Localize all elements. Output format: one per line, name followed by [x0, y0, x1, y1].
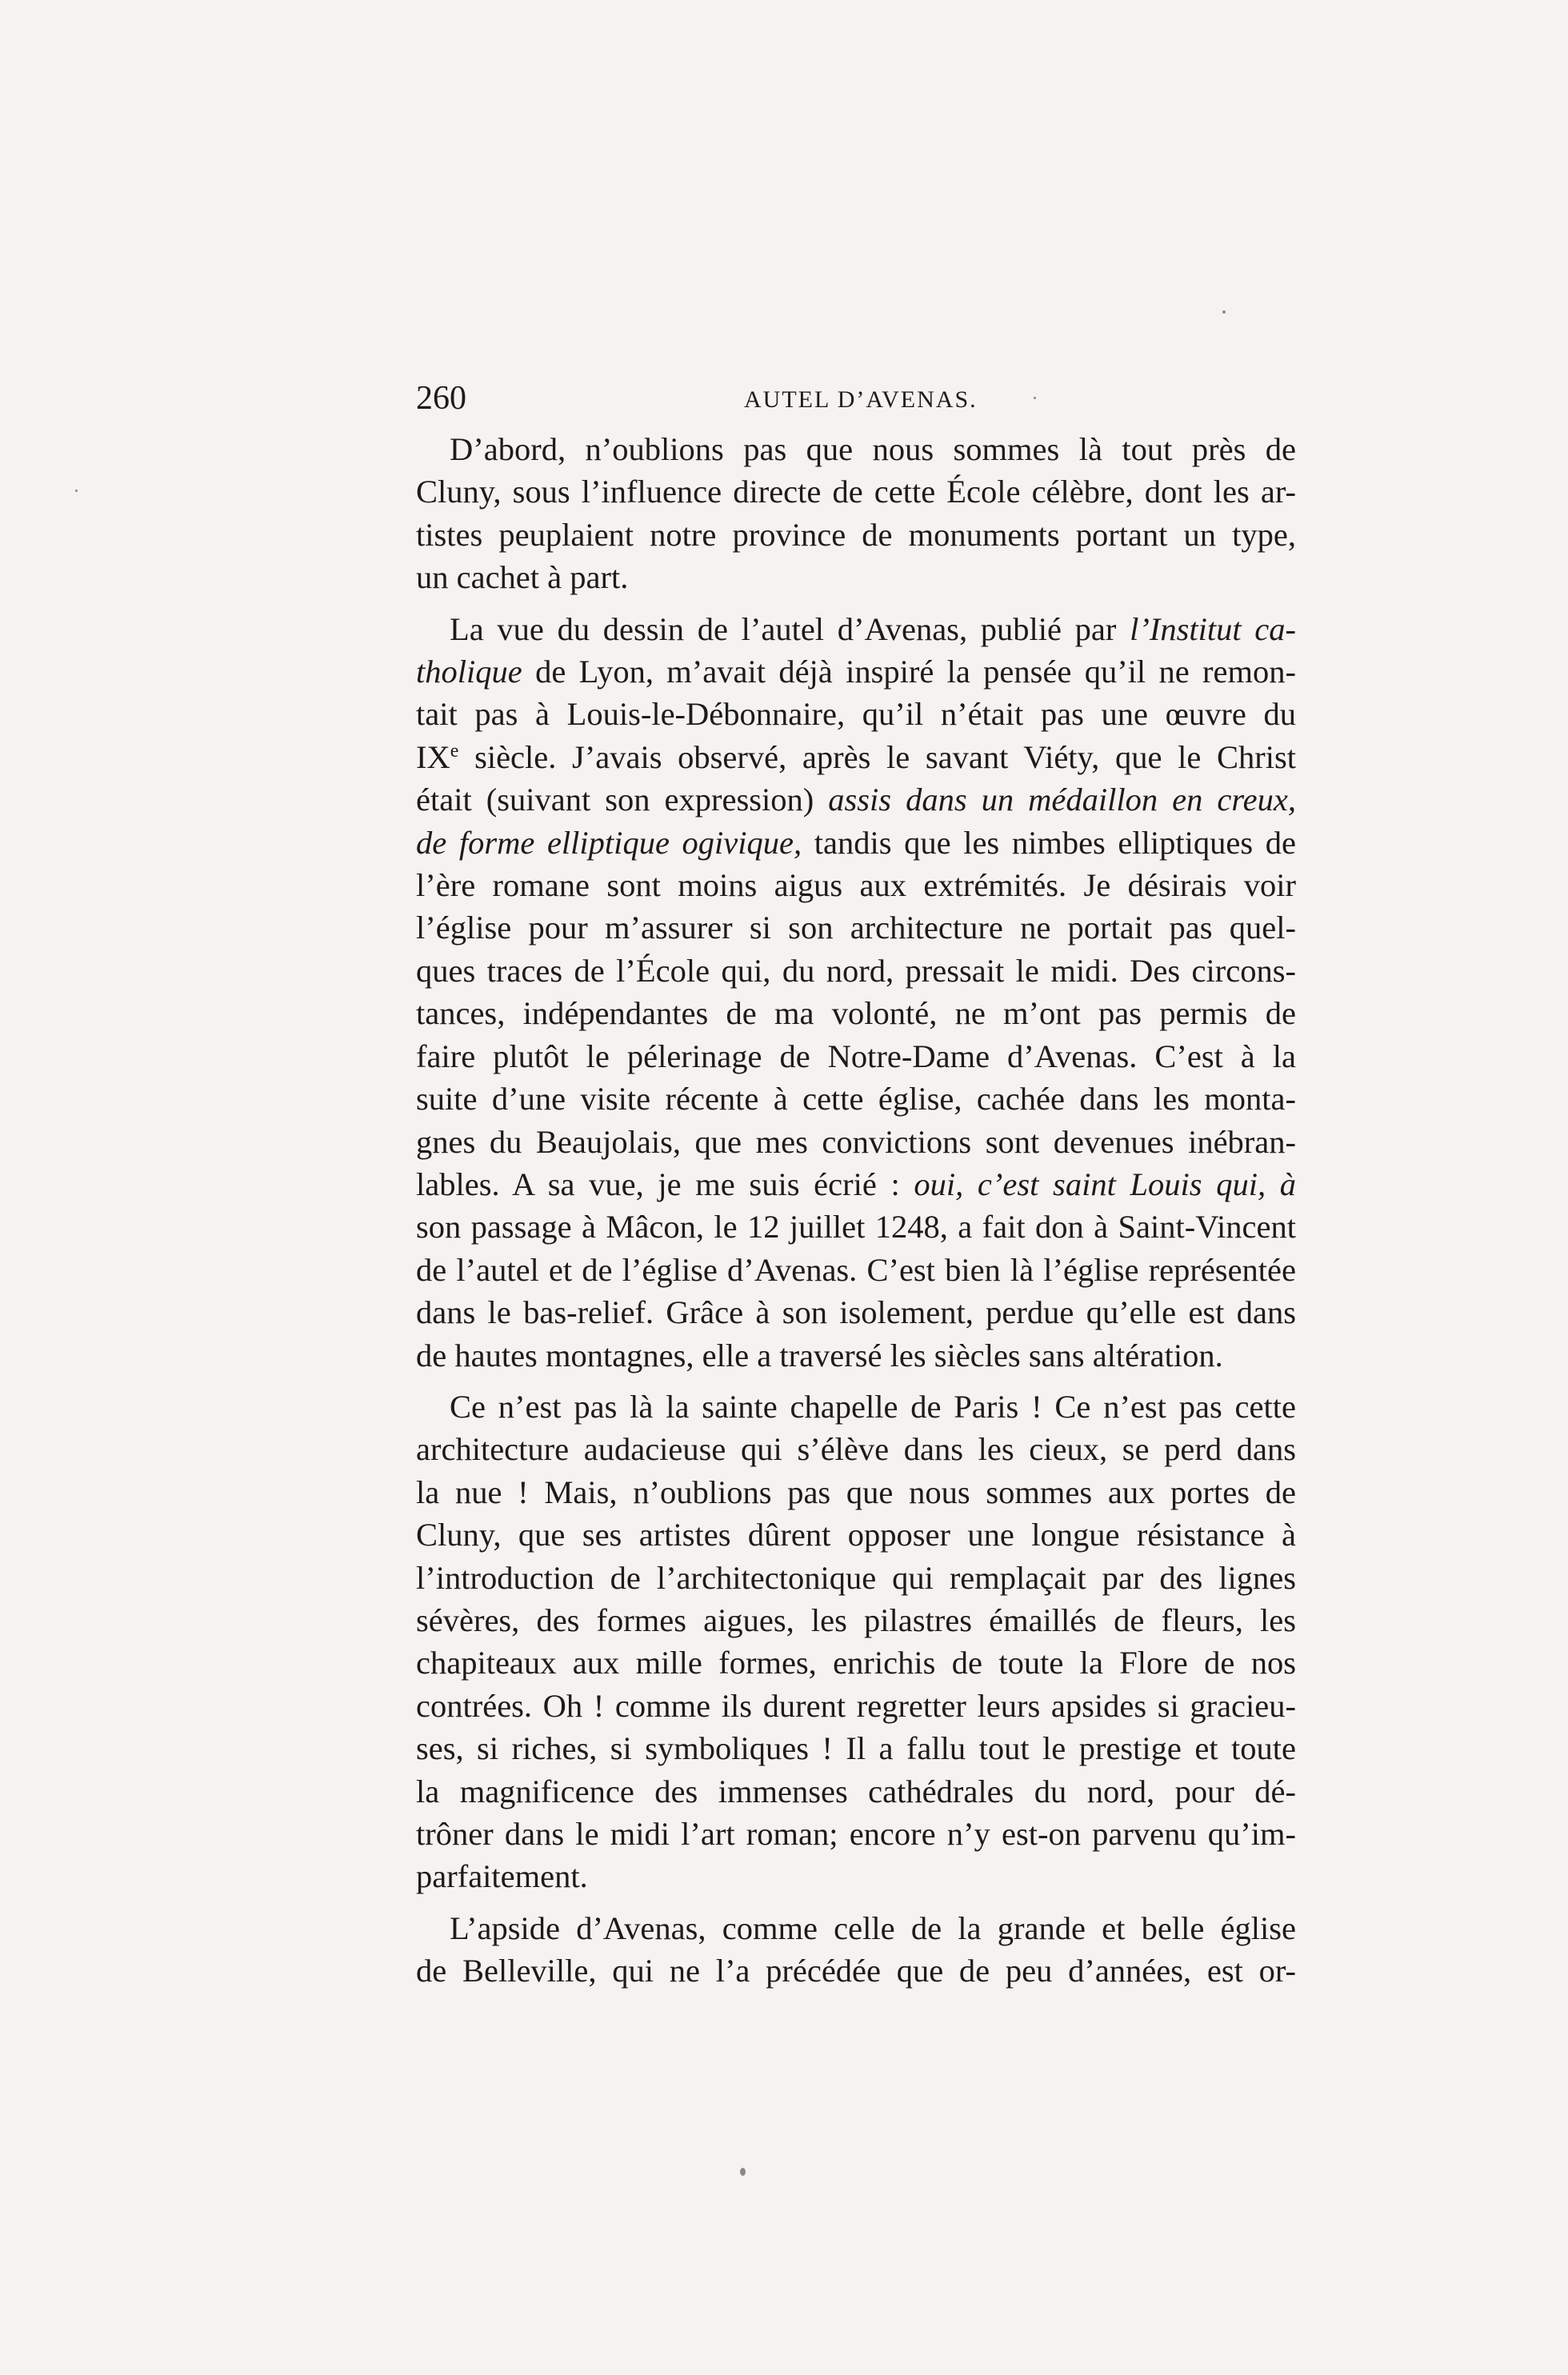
text-line: tistes peuplaient notre province de monuments portant un type,	[416, 516, 1296, 553]
text-run: siècle. J’avais observé, après le savant Viéty, que le Christ	[474, 738, 1296, 775]
text-line: D’abord, n’oublions pas que nous sommes là tout près de	[450, 431, 1296, 467]
text-line: sévères, des formes aigues, les pilastres émaillés de fleurs, les	[416, 1601, 1296, 1638]
text-run: était (suivant son expression)	[416, 782, 814, 818]
text-line: la nue ! Mais, n’oublions pas que nous sommes aux portes de	[416, 1473, 1296, 1510]
text-line: dans le bas-relief. Grâce à son isolement, perdue qu’elle est dans	[416, 1294, 1296, 1331]
text-run: de Lyon, m’avait déjà inspiré la pensée qu’il ne remon-	[535, 654, 1296, 690]
italic-run: assis dans un médaillon en creux,	[828, 782, 1296, 818]
superscript: e	[450, 740, 459, 762]
text-line	[416, 736, 1296, 778]
italic-run: oui, c’est saint Louis qui, à	[914, 1166, 1296, 1202]
text-line: parfaitement.	[416, 1858, 588, 1895]
text-line: chapiteaux aux mille formes, enrichis de toute la Flore de nos	[416, 1645, 1296, 1681]
text-line: la magnificence des immenses cathédrales du nord, pour dé-	[416, 1773, 1296, 1809]
text-line: Cluny, que ses artistes dûrent opposer une longue résistance à	[416, 1517, 1296, 1553]
text-run: tandis que les nimbes elliptiques de	[814, 824, 1296, 861]
ink-speck	[1034, 397, 1036, 399]
page-number: 260	[416, 380, 466, 417]
ink-speck	[740, 2168, 746, 2176]
text-line	[416, 778, 1296, 821]
text-line: suite d’une visite récente à cette église, cachée dans les monta-	[416, 1081, 1296, 1118]
text-line: de l’autel et de l’église d’Avenas. C’est bien là l’église représentée	[416, 1251, 1296, 1288]
text-line	[416, 608, 1296, 650]
text-line: de hautes montagnes, elle a traversé les siècles sans altération.	[416, 1337, 1223, 1373]
paragraph-1	[416, 428, 1296, 599]
text-line: faire plutôt le pélerinage de Notre-Dame d’Avenas. C’est à la	[416, 1038, 1296, 1074]
text-line: l’introduction de l’architectonique qui remplaçait par des lignes	[416, 1559, 1296, 1596]
text-line: ques traces de l’École qui, du nord, pressait le midi. Des circons-	[416, 952, 1296, 989]
text-line: Ce n’est pas là la sainte chapelle de Paris ! Ce n’est pas cette	[450, 1388, 1296, 1425]
running-title: AUTEL D’AVENAS.	[744, 386, 978, 413]
text-line: l’église pour m’assurer si son architecture ne portait pas quel-	[416, 910, 1296, 946]
paragraph-3	[416, 1385, 1296, 1898]
body-text	[416, 428, 1296, 2001]
text-run: La vue du dessin de l’autel d’Avenas, publié par	[450, 610, 1117, 647]
text-line: Cluny, sous l’influence directe de cette École célèbre, dont les ar-	[416, 474, 1296, 510]
page-header	[416, 374, 1296, 422]
text-line: l’ère romane sont moins aigus aux extrémités. Je désirais voir	[416, 867, 1296, 904]
text-line: ses, si riches, si symboliques ! Il a fallu tout le prestige et toute	[416, 1730, 1296, 1767]
italic-run: de forme elliptique ogivique,	[416, 824, 802, 861]
text-line: L’apside d’Avenas, comme celle de la grande et belle église	[450, 1909, 1296, 1946]
text-line: son passage à Mâcon, le 12 juillet 1248, a fait don à Saint-Vincent	[416, 1209, 1296, 1245]
ink-speck	[75, 490, 78, 492]
italic-run: l’Institut ca-	[1130, 610, 1297, 647]
paragraph-2	[416, 608, 1296, 1377]
text-line: tances, indépendantes de ma volonté, ne m’ont pas permis de	[416, 995, 1296, 1032]
text-line: tait pas à Louis-le-Débonnaire, qu’il n’était pas une œuvre du	[416, 696, 1296, 733]
text-line	[416, 822, 1296, 864]
ink-speck	[1222, 310, 1226, 314]
text-line: trôner dans le midi l’art roman; encore n’y est-on parvenu qu’im-	[416, 1816, 1296, 1852]
text-line: contrées. Oh ! comme ils durent regretter leurs apsides si gracieu-	[416, 1687, 1296, 1724]
paragraph-4	[416, 1907, 1296, 1993]
text-line	[416, 1163, 1296, 1205]
text-line: un cachet à part.	[416, 559, 629, 596]
text-line: de Belleville, qui ne l’a précédée que de peu d’années, est or-	[416, 1953, 1296, 1989]
text-line	[416, 650, 1296, 693]
text-line: gnes du Beaujolais, que mes convictions sont devenues inébran-	[416, 1123, 1296, 1160]
roman-numeral: IX	[416, 738, 450, 775]
italic-run: tholique	[416, 654, 522, 690]
text-line: architecture audacieuse qui s’élève dans les cieux, se perd dans	[416, 1431, 1296, 1468]
text-run: lables. A sa vue, je me suis écrié :	[416, 1166, 900, 1202]
